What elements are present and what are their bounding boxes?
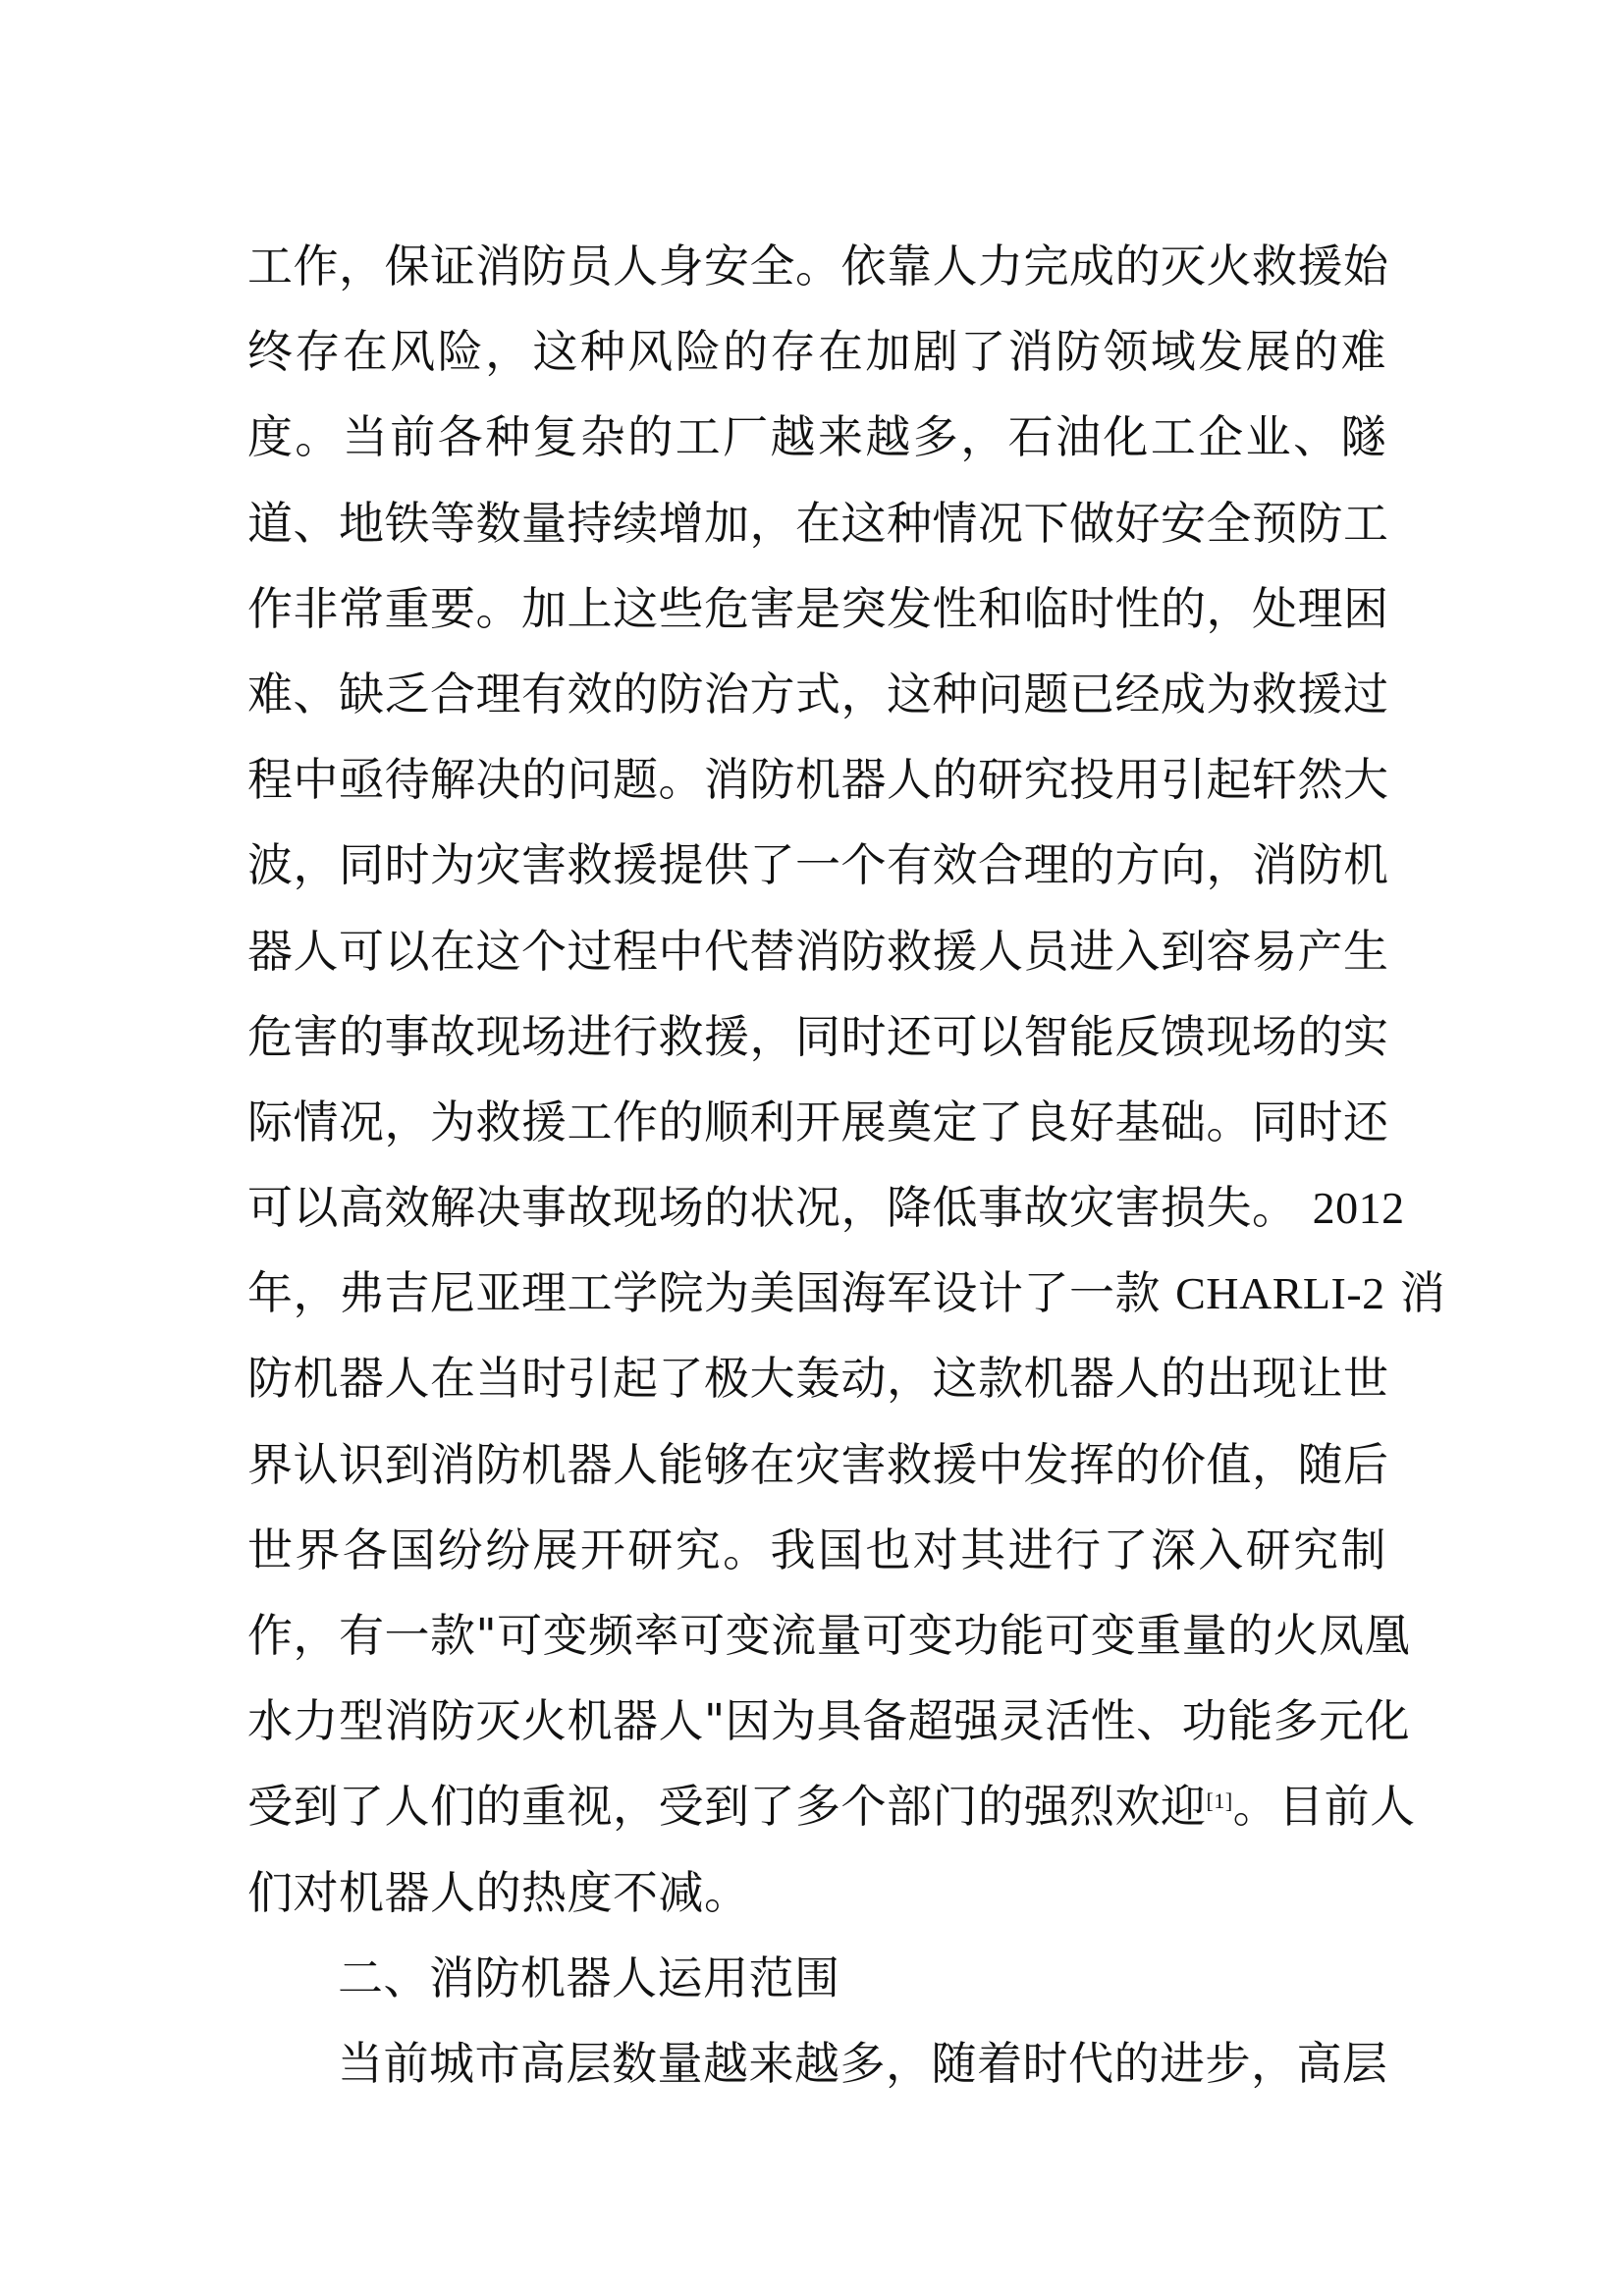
robot-model-name: CHARLI-2 <box>1175 1268 1385 1319</box>
body-text-line: 作非常重要。加上这些危害是突发性和临时性的，处理困 <box>247 581 1389 635</box>
citation-reference[interactable]: [1] <box>1206 1789 1233 1814</box>
body-text-line: 度。当前各种复杂的工厂越来越多，石油化工企业、隧 <box>247 410 1386 464</box>
body-text-line: 程中亟待解决的问题。消防机器人的研究投用引起轩然大 <box>247 753 1389 807</box>
body-text-line: 波，同时为灾害救援提供了一个有效合理的方向，消防机 <box>247 838 1389 892</box>
body-text-line: 水力型消防灭火机器人"因为具备超强灵活性、功能多元化 <box>247 1694 1411 1748</box>
body-text-line: 当前城市高层数量越来越多，随着时代的进步，高层 <box>338 2036 1388 2090</box>
body-text-line: 防机器人在当时引起了极大轰动，这款机器人的出现让世 <box>247 1352 1389 1406</box>
body-text-segment: 年，弗吉尼亚理工学院为美国海军设计了一款 <box>247 1266 1161 1320</box>
body-text-segment: 。目前人 <box>1232 1780 1416 1834</box>
body-text-line: 们对机器人的热度不减。 <box>247 1865 750 1919</box>
body-text-line: 工作，保证消防员人身安全。依靠人力完成的灭火救援始 <box>247 240 1389 293</box>
body-text-line: 危害的事故现场进行救援，同时还可以智能反馈现场的实 <box>247 1009 1389 1063</box>
section-heading: 二、消防机器人运用范围 <box>338 1950 840 2004</box>
year-number: 2012 <box>1312 1183 1405 1234</box>
body-text-segment: 消 <box>1399 1266 1446 1320</box>
body-text-line: 终存在风险，这种风险的存在加剧了消防领域发展的难 <box>247 325 1386 379</box>
body-text-line <box>247 1764 1416 1849</box>
body-text-segment: 可以高效解决事故现场的状况，降低事故灾害损失。 <box>247 1181 1298 1235</box>
document-page <box>247 224 1446 2107</box>
body-text-line <box>247 1251 1446 1336</box>
body-text-line: 世界各国纷纷展开研究。我国也对其进行了深入研究制 <box>247 1522 1386 1576</box>
body-text-line: 作，有一款"可变频率可变流量可变功能可变重量的火凤凰 <box>247 1609 1411 1662</box>
body-text-line: 道、地铁等数量持续增加，在这种情况下做好安全预防工 <box>247 496 1389 550</box>
body-text-segment: 受到了人们的重视，受到了多个部门的强烈欢迎 <box>247 1780 1207 1834</box>
body-text-line: 难、缺乏合理有效的防治方式，这种问题已经成为救援过 <box>247 667 1389 721</box>
body-text-line <box>247 1165 1405 1251</box>
body-text-line: 际情况，为救援工作的顺利开展奠定了良好基础。同时还 <box>247 1095 1389 1148</box>
body-text-line: 器人可以在这个过程中代替消防救援人员进入到容易产生 <box>247 924 1389 978</box>
body-text-line: 界认识到消防机器人能够在灾害救援中发挥的价值，随后 <box>247 1437 1389 1491</box>
